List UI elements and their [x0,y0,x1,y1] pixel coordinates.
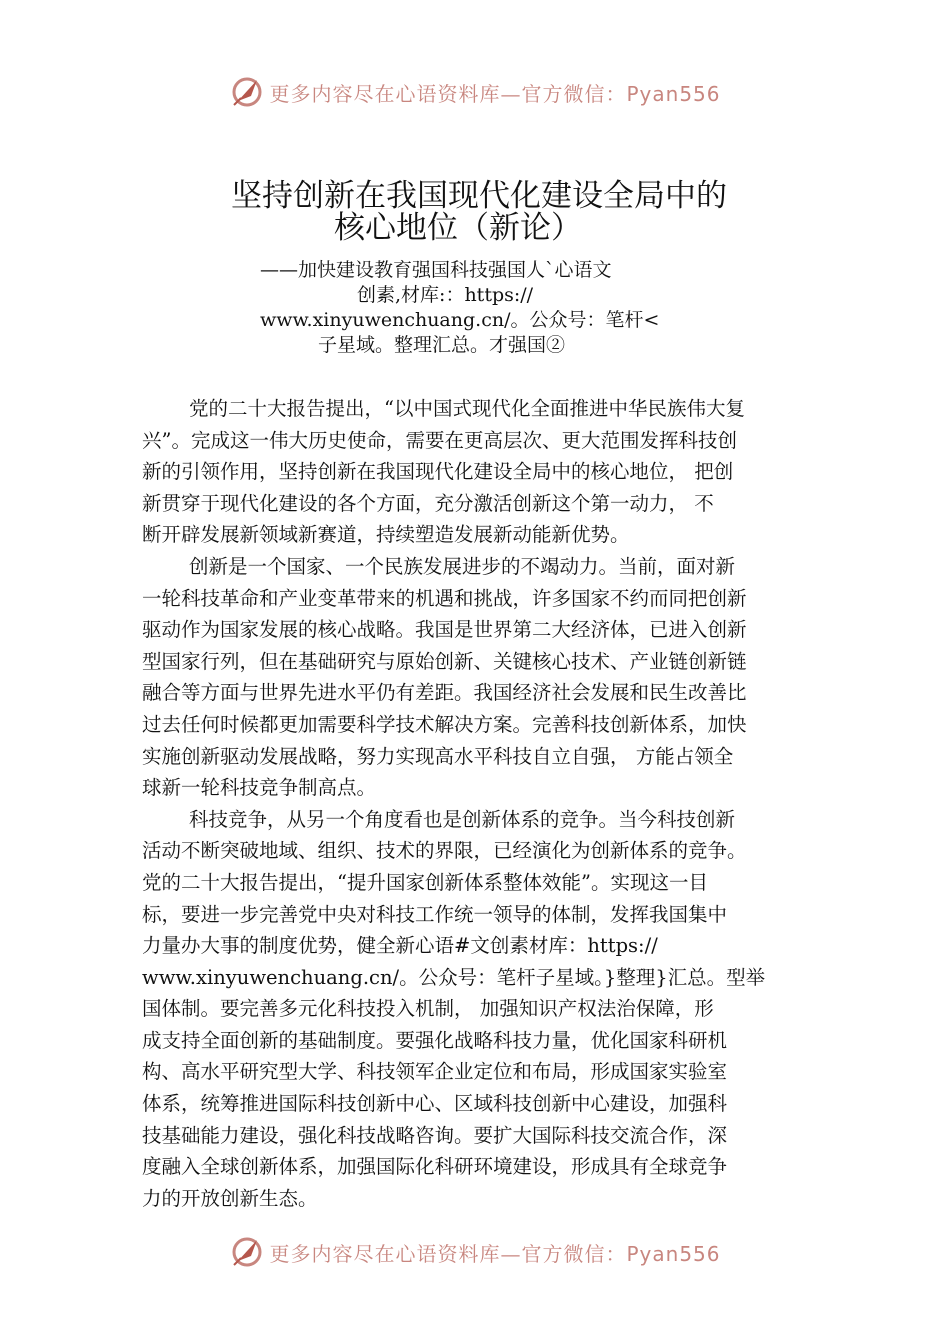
text-line: 体系，统筹推进国际科技创新中心、区域科技创新中心建设，加强科 [142,1092,728,1116]
paragraph [142,804,822,1215]
text-line: 科技竞争，从另一个角度看也是创新体系的竞争。当今科技创新 [189,807,736,831]
text-line: 球新一轮科技竞争制高点。 [142,776,377,800]
feather-pen-logo-icon [229,1234,265,1270]
text-line: 实施创新驱动发展战略，努力实现高水平科技自立自强， 方能占领全 [142,744,734,768]
text-line: 驱动作为国家发展的核心战略。我国是世界第二大经济体，已进入创新 [142,618,747,642]
text-line: 过去任何时候都更加需要科学技术解决方案。完善科技创新体系，加快 [142,712,747,736]
text-line: 度融入全球创新体系，加强国际化科研环境建设，形成具有全球竞争 [142,1155,728,1179]
text-line: 新贯穿于现代化建设的各个方面，充分激活创新这个第一动力， 不 [142,491,714,515]
text-line: 创新是一个国家、一个民族发展进步的不竭动力。当前，面对新 [189,554,736,578]
paragraph [142,551,822,804]
text-line: 断开辟发展新领域新赛道，持续塑造发展新动能新优势。 [142,523,630,547]
header-watermark [0,72,950,112]
text-line: www.xinyuwenchuang.cn/。公众号：笔杆子星域。}整理}汇总。型举 [142,965,766,989]
text-line: 新的引领作用，坚持创新在我国现代化建设全局中的核心地位， 把创 [142,460,734,484]
watermark-text: 更多内容尽在心语资料库—官方微信：Pyan556 [269,81,721,106]
text-line: 型国家行列，但在基础研究与原始创新、关键核心技术、产业链创新链 [142,649,747,673]
subtitle-line-1: ——加快建设教育强国科技强国人`心语文 [260,259,612,281]
text-line: 活动不断突破地域、组织、技术的界限，已经演化为创新体系的竞争。 [142,839,747,863]
subtitle-line-4: 子星域。整理汇总。才强国② [318,334,566,356]
text-line: 兴”。完成这一伟大历史使命，需要在更高层次、更大范围发挥科技创 [142,428,737,452]
text-line: 党的二十大报告提出，“以中国式现代化全面推进中华民族伟大复 [189,397,745,420]
text-line: 党的二十大报告提出，“提升国家创新体系整体效能”。实现这一目 [142,870,708,894]
text-line: 构、高水平研究型大学、科技领军企业定位和布局，形成国家实验室 [142,1060,728,1084]
text-line: 融合等方面与世界先进水平仍有差距。我国经济社会发展和民生改善比 [142,681,747,705]
text-line: 力量办大事的制度优势，健全新心语#文创素材库：https:// [142,934,658,958]
text-line: 技基础能力建设，强化科技战略咨询。要扩大国际科技交流合作，深 [142,1123,728,1147]
text-line: 成支持全面创新的基础制度。要强化战略科技力量，优化国家科研机 [142,1028,728,1052]
paragraph [142,393,822,551]
title-line-1: 坚持创新在我国现代化建设全局中的 [231,178,727,214]
watermark-text: 更多内容尽在心语资料库—官方微信：Pyan556 [269,1241,721,1266]
text-line: 国体制。要完善多元化科技投入机制， 加强知识产权法治保障，形 [142,997,714,1021]
article-body [142,393,822,1214]
title-line-2: 核心地位（新论） [334,210,582,246]
text-line: 力的开放创新生态。 [142,1186,318,1210]
text-line: 标，要进一步完善党中央对科技工作统一领导的体制，发挥我国集中 [142,902,728,926]
footer-watermark [0,1232,950,1272]
text-line: 一轮科技革命和产业变革带来的机遇和挑战，许多国家不约而同把创新 [142,586,747,610]
subtitle-line-3: www.xinyuwenchuang.cn/。公众号：笔杆< [260,309,660,331]
feather-pen-logo-icon [229,74,265,110]
subtitle-line-2: 创素,材库:：https:// [357,284,534,306]
